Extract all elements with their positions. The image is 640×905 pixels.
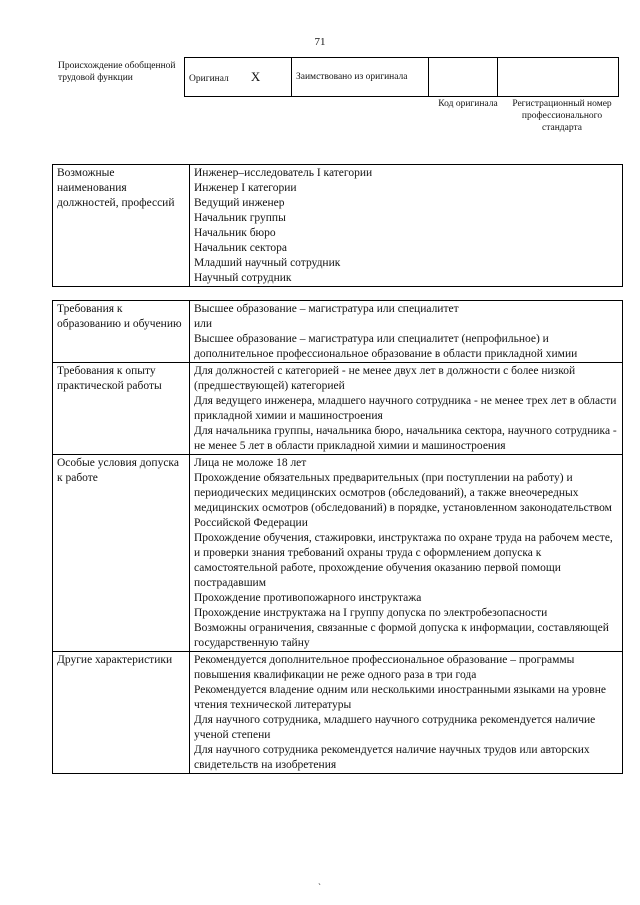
origin-borrowed-cell — [292, 58, 429, 97]
origin-label: Происхождение обобщенной трудовой функции — [58, 61, 176, 83]
origin-table — [184, 57, 619, 97]
requirement-item: Высшее образование – магистратура или специалитет (непрофильное) и дополнительное профессиональное образование в области прикладной химии — [194, 333, 578, 360]
scan-mark: ` — [318, 882, 321, 892]
original-label: Оригинал — [189, 74, 229, 84]
experience-values — [190, 363, 623, 455]
education-values — [190, 301, 623, 363]
position-item: Начальник группы — [194, 212, 286, 224]
origin-code-cell — [429, 58, 498, 97]
position-item: Младший научный сотрудник — [194, 257, 341, 269]
positions-table — [52, 164, 623, 287]
positions-label: Возможные наименования должностей, профессий — [53, 165, 190, 287]
requirement-item: Высшее образование – магистратура или специалитет — [194, 303, 459, 315]
position-item: Ведущий инженер — [194, 197, 285, 209]
requirements-table — [52, 300, 623, 774]
requirement-item: Лица не моложе 18 лет — [194, 457, 307, 469]
requirement-item: Для должностей с категорией - не менее двух лет в должности с более низкой (предшествующей) категорией — [194, 365, 576, 392]
requirement-item: или — [194, 318, 213, 330]
requirement-item: Прохождение противопожарного инструктажа — [194, 592, 422, 604]
table-row — [53, 301, 623, 363]
borrowed-label: Заимствовано из оригинала — [296, 72, 408, 82]
admission-values — [190, 455, 623, 652]
page-number: 71 — [314, 36, 326, 48]
origin-original-cell — [185, 58, 292, 97]
experience-label: Требования к опыту практической работы — [53, 363, 190, 455]
reg-label: Регистрационный номер профессионального стандарта — [512, 99, 612, 133]
requirement-item: Прохождение обязательных предварительных (при поступлении на работу) и периодических медицинских осмотров (обследований), а также внеочередных медицинских осмотров (обследований) в порядке, установленном законодательством Российской Федерации — [194, 472, 612, 529]
position-item: Начальник бюро — [194, 227, 276, 239]
requirement-item: Для научного сотрудника, младшего научного сотрудника рекомендуется наличие ученой степени — [194, 714, 596, 741]
origin-reg-cell — [498, 58, 619, 97]
table-row — [53, 455, 623, 652]
other-values — [190, 652, 623, 774]
table-row — [53, 652, 623, 774]
positions-list — [190, 165, 623, 287]
requirement-item: Для начальника группы, начальника бюро, начальника сектора, научного сотрудника - не менее 5 лет в области прикладной химии и машиностроения — [194, 425, 617, 452]
position-item: Научный сотрудник — [194, 272, 292, 284]
requirement-item: Для ведущего инженера, младшего научного сотрудника - не менее трех лет в области прикладной химии и машиностроения — [194, 395, 617, 422]
admission-label: Особые условия допуска к работе — [53, 455, 190, 652]
position-item: Начальник сектора — [194, 242, 287, 254]
education-label: Требования к образованию и обучению — [53, 301, 190, 363]
position-item: Инженер I категории — [194, 182, 297, 194]
requirement-item: Рекомендуется владение одним или несколькими иностранными языками на уровне чтения технической литературы — [194, 684, 606, 711]
requirement-item: Рекомендуется дополнительное профессиональное образование – программы повышения квалификации не реже одного раза в три года — [194, 654, 575, 681]
requirement-item: Прохождение обучения, стажировки, инструктажа по охране труда на рабочем месте, и проверки знания требований охраны труда с оформлением допуска к самостоятельной работе, прохождение обучения оказанию первой помощи пострадавшим — [194, 532, 613, 589]
positions-row — [53, 165, 623, 287]
other-label: Другие характеристики — [53, 652, 190, 774]
code-label: Код оригинала — [438, 99, 498, 109]
requirement-item: Прохождение инструктажа на I группу допуска по электробезопасности — [194, 607, 548, 619]
requirement-item: Для научного сотрудника рекомендуется наличие научных трудов или авторских свидетельств на изобретения — [194, 744, 590, 771]
table-row — [53, 363, 623, 455]
requirement-item: Возможны ограничения, связанные с формой допуска к информации, составляющей государственную тайну — [194, 622, 609, 649]
position-item: Инженер–исследователь I категории — [194, 167, 373, 179]
original-mark: Х — [250, 69, 261, 84]
